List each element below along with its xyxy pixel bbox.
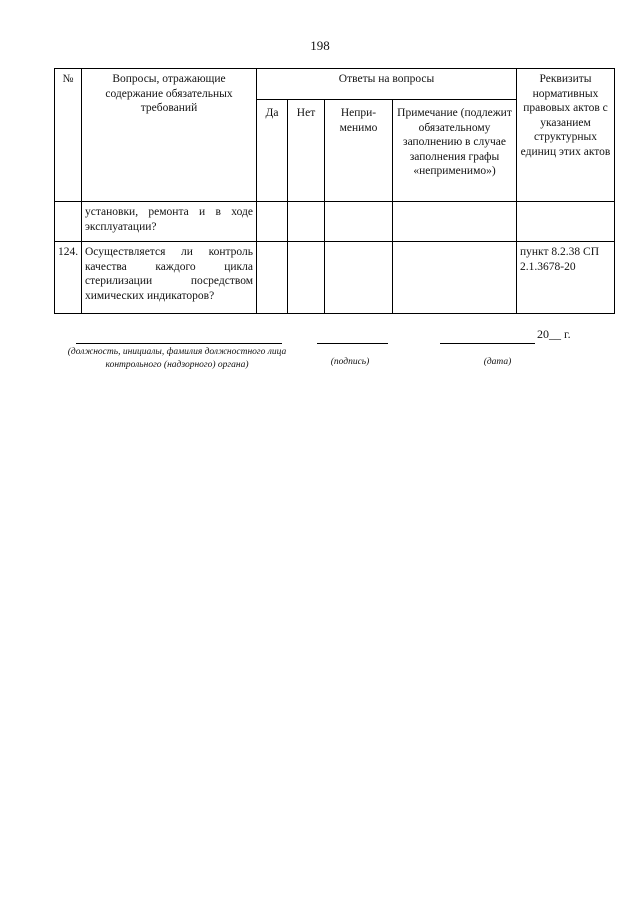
row-question: Осуществляется ли контроль качества каждого цикла стерилизации посредством химических индикаторов? [82, 242, 257, 314]
header-num: № [55, 69, 82, 202]
date-caption: (дата) [483, 357, 512, 367]
row-yes [257, 202, 288, 242]
header-not-applicable: Непри-менимо [325, 100, 393, 202]
row-question: установки, ремонта и в ходе эксплуатации? [82, 202, 257, 242]
signature-line [317, 343, 388, 344]
row-yes [257, 242, 288, 314]
date-year: 20__ г. [537, 327, 571, 341]
header-answers: Ответы на вопросы [257, 69, 517, 100]
row-no [288, 202, 325, 242]
row-not-applicable [325, 202, 393, 242]
row-not-applicable [325, 242, 393, 314]
row-num [55, 202, 82, 242]
table-row [55, 202, 615, 242]
row-requisites [517, 202, 615, 242]
header-note: Примечание (подлежит обязательному заполнению в случае заполнения графы «неприменимо») [393, 100, 517, 202]
official-signature-line [76, 343, 282, 344]
checklist-table [54, 68, 615, 314]
table-row [55, 242, 615, 314]
signature-caption: (подпись) [330, 357, 370, 367]
row-num: 124. [55, 242, 82, 314]
header-requisites: Реквизиты нормативных правовых актов с указанием структурных единиц этих актов [517, 69, 615, 202]
row-requisites: пункт 8.2.38 СП 2.1.3678-20 [517, 242, 615, 314]
page-number: 198 [310, 38, 330, 53]
row-note [393, 202, 517, 242]
row-no [288, 242, 325, 314]
header-question: Вопросы, отражающие содержание обязательных требований [82, 69, 257, 202]
row-note [393, 242, 517, 314]
date-line [440, 343, 535, 344]
official-caption: (должность, инициалы, фамилия должностного лица контрольного (надзорного) органа) [67, 347, 287, 370]
header-no: Нет [288, 100, 325, 202]
header-yes: Да [257, 100, 288, 202]
